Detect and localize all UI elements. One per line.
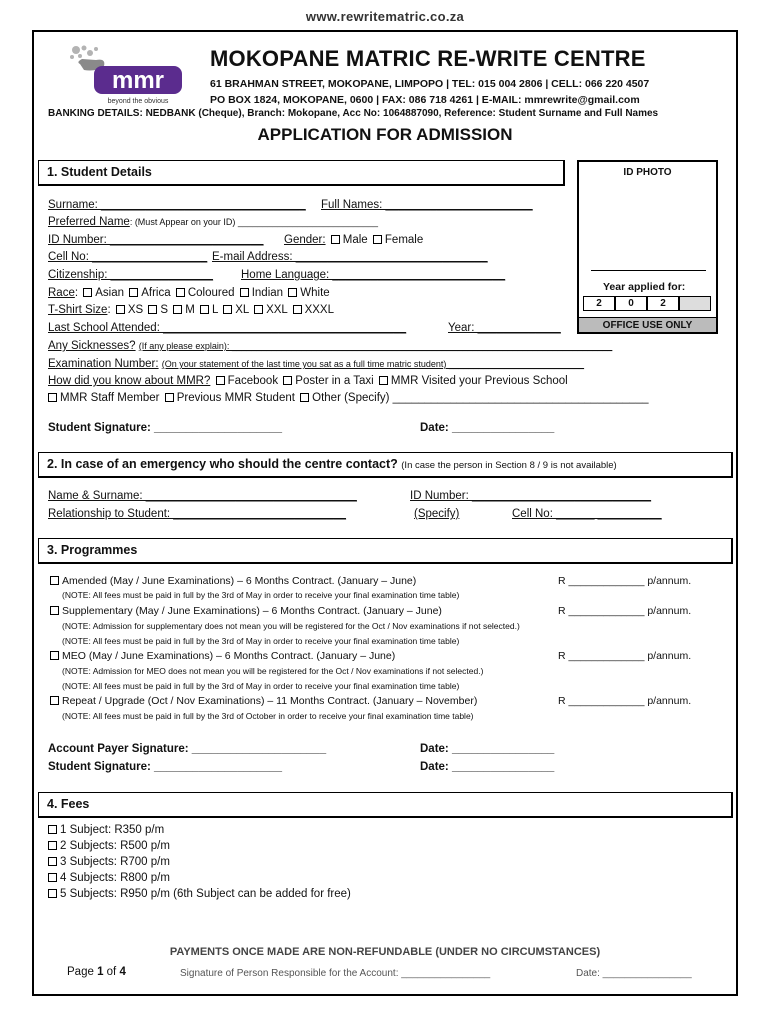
email-field[interactable]: E-mail Address: ______________________________	[212, 251, 488, 263]
tshirt-size-field: T-Shirt Size: XS S M L XL XXL XXXL	[48, 304, 335, 316]
year-digit[interactable]: 0	[615, 296, 647, 311]
programme-checkbox[interactable]	[50, 696, 59, 705]
form-title: APPLICATION FOR ADMISSION	[257, 125, 513, 144]
race-checkbox[interactable]	[240, 288, 249, 297]
fee-checkbox[interactable]	[48, 841, 57, 850]
programme-rate[interactable]: R _____________ p/annum.	[558, 575, 692, 587]
relationship-specify: (Specify)	[414, 508, 460, 520]
fee-option[interactable]: 3 Subjects: R700 p/m	[46, 854, 170, 871]
tshirt-checkbox[interactable]	[254, 305, 263, 314]
surname-field[interactable]: Surname: ________________________________	[48, 199, 306, 211]
programme-note: (NOTE: All fees must be paid in full by the 3rd of October in order to receive your final examination time table)	[62, 711, 474, 721]
photo-divider	[591, 270, 706, 271]
emergency-id-field[interactable]: ID Number: ____________________________	[410, 490, 652, 502]
centre-title: MOKOPANE MATRIC RE-WRITE CENTRE	[210, 46, 646, 71]
address-line-2: PO BOX 1824, MOKOPANE, 0600 | FAX: 086 718 4261 | E-MAIL: mmrewrite@gmail.com	[210, 94, 640, 106]
non-refundable-notice: PAYMENTS ONCE MADE ARE NON-REFUNDABLE (UNDER NO CIRCUMSTANCES)	[169, 946, 601, 958]
section2-heading: 2. In case of an emergency who should the centre contact? (In case the person in Section 8 / 9 is not available)	[38, 452, 733, 478]
year-field[interactable]: Year: _____________	[448, 322, 561, 334]
programme-note: (NOTE: Admission for supplementary does not mean you will be registered for the Oct / Nov examinations if not selected.)	[62, 621, 520, 631]
year-applied-boxes[interactable]	[583, 296, 711, 311]
how-did-you-know-field-2: MMR Staff Member Previous MMR Student Other (Specify) ________________________________________	[46, 390, 649, 407]
male-checkbox[interactable]	[331, 235, 340, 244]
fee-checkbox[interactable]	[48, 889, 57, 898]
programme-rate[interactable]: R _____________ p/annum.	[558, 695, 692, 707]
tshirt-checkbox[interactable]	[223, 305, 232, 314]
student-date-line[interactable]: Date: ________________	[420, 422, 555, 434]
office-use-only: OFFICE USE ONLY	[579, 317, 716, 332]
race-checkbox[interactable]	[288, 288, 297, 297]
how-checkbox[interactable]	[165, 393, 174, 402]
race-checkbox[interactable]	[83, 288, 92, 297]
tshirt-checkbox[interactable]	[148, 305, 157, 314]
tshirt-checkbox[interactable]	[116, 305, 125, 314]
banking-details: BANKING DETAILS: NEDBANK (Cheque), Branch: Mokopane, Acc No: 1064887090, Reference: Student Surname and Full Names	[48, 108, 659, 119]
programme-supplementary[interactable]: Supplementary (May / June Examinations) – 6 Months Contract. (January – June)	[48, 605, 442, 617]
programme-note: (NOTE: All fees must be paid in full by the 3rd of May in order to receive your final examination time table)	[62, 681, 460, 691]
year-digit[interactable]: 2	[647, 296, 679, 311]
how-checkbox[interactable]	[48, 393, 57, 402]
student-signature-line[interactable]: Student Signature: ____________________	[48, 422, 282, 434]
programme-checkbox[interactable]	[50, 576, 59, 585]
last-school-field[interactable]: Last School Attended: ______________________________________	[48, 322, 407, 334]
fee-checkbox[interactable]	[48, 825, 57, 834]
fee-option[interactable]: 2 Subjects: R500 p/m	[46, 838, 170, 855]
programme-rate[interactable]: R _____________ p/annum.	[558, 650, 692, 662]
footer-date-line[interactable]: Date: ________________	[576, 968, 692, 979]
logo-tagline: beyond the obvious	[107, 98, 169, 105]
emergency-cell-field[interactable]: Cell No: ______ __________	[512, 508, 662, 520]
relationship-field[interactable]: Relationship to Student: ___________________________	[48, 508, 346, 520]
mmr-logo	[66, 44, 196, 106]
section1-heading: 1. Student Details	[38, 160, 565, 186]
id-photo-label: ID PHOTO	[623, 167, 672, 178]
section3-heading: 3. Programmes	[38, 538, 733, 564]
programme-repeat-upgrade[interactable]: Repeat / Upgrade (Oct / Nov Examinations) – 11 Months Contract. (January – November)	[48, 695, 477, 707]
programme-note: (NOTE: All fees must be paid in full by the 3rd of May in order to receive your final examination time table)	[62, 590, 460, 600]
race-checkbox[interactable]	[129, 288, 138, 297]
tshirt-checkbox[interactable]	[293, 305, 302, 314]
how-checkbox[interactable]	[379, 376, 388, 385]
fee-option[interactable]: 1 Subject: R350 p/m	[46, 822, 164, 839]
year-digit[interactable]	[679, 296, 711, 311]
payer-date-line[interactable]: Date: ________________	[420, 743, 555, 755]
how-checkbox[interactable]	[216, 376, 225, 385]
programme-amended[interactable]: Amended (May / June Examinations) – 6 Months Contract. (January – June)	[48, 575, 416, 587]
year-digit[interactable]: 2	[583, 296, 615, 311]
how-checkbox[interactable]	[300, 393, 309, 402]
gender-field: Gender: Male Female	[284, 234, 424, 246]
tshirt-checkbox[interactable]	[173, 305, 182, 314]
citizenship-field[interactable]: Citizenship: ________________	[48, 269, 213, 281]
student-signature-line-2[interactable]: Student Signature: ____________________	[48, 761, 282, 773]
payer-signature-line[interactable]: Account Payer Signature: _____________________	[48, 743, 327, 755]
race-checkbox[interactable]	[176, 288, 185, 297]
student-date-line-2[interactable]: Date: ________________	[420, 761, 555, 773]
female-checkbox[interactable]	[373, 235, 382, 244]
tshirt-checkbox[interactable]	[200, 305, 209, 314]
page-number: Page 1 of 4	[67, 966, 126, 978]
preferred-name-field[interactable]: Preferred Name: (Must Appear on your ID) ____________________________	[48, 216, 379, 228]
sicknesses-field[interactable]: Any Sicknesses? (If any please explain): ____________________________________________________________________________	[48, 340, 613, 352]
site-url: www.rewritematric.co.za	[305, 9, 465, 24]
emergency-name-field[interactable]: Name & Surname: _________________________________	[48, 490, 357, 502]
address-line-1: 61 BRAHMAN STREET, MOKOPANE, LIMPOPO | TEL: 015 004 2806 | CELL: 066 220 4507	[210, 78, 650, 90]
how-checkbox[interactable]	[283, 376, 292, 385]
fee-checkbox[interactable]	[48, 857, 57, 866]
full-names-field[interactable]: Full Names: _______________________	[321, 199, 533, 211]
section4-heading: 4. Fees	[38, 792, 733, 818]
fee-option[interactable]: 5 Subjects: R950 p/m (6th Subject can be added for free)	[46, 886, 351, 903]
cell-field[interactable]: Cell No: __________________	[48, 251, 208, 263]
programme-note: (NOTE: Admission for MEO does not mean you will be registered for the Oct / Nov examinations if not selected.)	[62, 666, 484, 676]
home-language-field[interactable]: Home Language: ___________________________	[241, 269, 506, 281]
id-number-field[interactable]: ID Number: ________________________	[48, 234, 264, 246]
fee-option[interactable]: 4 Subjects: R800 p/m	[46, 870, 170, 887]
programme-checkbox[interactable]	[50, 651, 59, 660]
race-field: Race: Asian Africa Coloured Indian White	[48, 287, 330, 299]
year-applied-label: Year applied for:	[603, 281, 686, 293]
programme-meo[interactable]: MEO (May / June Examinations) – 6 Months Contract. (January – June)	[48, 650, 395, 662]
how-did-you-know-field: How did you know about MMR? Facebook Poster in a Taxi MMR Visited your Previous School	[48, 375, 568, 387]
programme-checkbox[interactable]	[50, 606, 59, 615]
logo-text: mmr	[111, 67, 165, 94]
examination-number-field[interactable]: Examination Number: (On your statement of the last time you sat as a full time matric student) ___________________________	[48, 358, 585, 370]
fee-checkbox[interactable]	[48, 873, 57, 882]
programme-rate[interactable]: R _____________ p/annum.	[558, 605, 692, 617]
programme-note: (NOTE: All fees must be paid in full by the 3rd of May in order to receive your final examination time table)	[62, 636, 460, 646]
footer-signature-line[interactable]: Signature of Person Responsible for the Account: ________________	[180, 968, 491, 979]
